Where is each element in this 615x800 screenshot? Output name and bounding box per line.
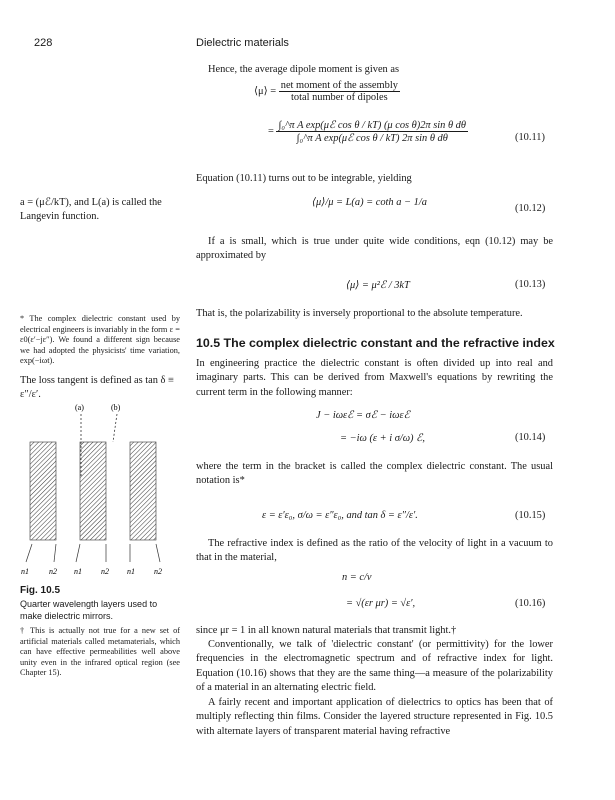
running-title: Dielectric materials bbox=[196, 37, 289, 49]
paragraph-conventionally: Conventionally, we talk of 'dielectric constant' (or permittivity) for the lower frequencies in the electromagnetic spectrum and of refractive index for light. Equation (10.16) shows that they are the same thing—a measure of the polarizability of a material in an alternating electric field. bbox=[196, 639, 553, 694]
equation-number: (10.12) bbox=[515, 203, 546, 214]
eq-fraction-numerator: net moment of the assembly bbox=[280, 80, 398, 91]
eq-integral-denominator: ∫₀^π A exp(μℰ cos θ / kT) 2π sin θ dθ bbox=[296, 133, 448, 144]
paragraph-engineering: In engineering practice the dielectric constant is often divided up into real and imaginary parts. This can be derived from Maxwell's equations by rewriting the current term in the following manner: bbox=[196, 358, 553, 398]
paragraph-intro: Hence, the average dipole moment is given as bbox=[208, 64, 400, 75]
paragraph-small-a: If a is small, which is true under quite wide conditions, eqn (10.12) may be approximated by bbox=[196, 236, 553, 262]
equation-10-11-line2: = $\frac{\text{∫₀\textasciicircum{}π A exp(μℰ cos θ / kT) (μ cos θ)2π sin θ dθ}}{\text{∫₀\textasciicircum{}π A exp(μℰ cos θ / kT) 2π sin θ dθ}}$ bbox=[268, 120, 466, 144]
layer-n2 bbox=[130, 442, 156, 540]
margin-note-langevin: a = (μℰ/kT), and L(a) is called the Langevin function. bbox=[20, 197, 162, 222]
layer-label: n1 bbox=[21, 567, 29, 576]
layer-label: n1 bbox=[74, 567, 82, 576]
eq-fraction-denominator: total number of dipoles bbox=[291, 92, 388, 103]
figure-caption-title: Fig. 10.5 bbox=[20, 585, 61, 596]
equation-10-16-line1: n = c/v bbox=[342, 572, 372, 583]
equation-10-14-line2: = −iω (ε + i σ/ω) ℰ, bbox=[340, 433, 425, 444]
equation-10-14-line1: J − iωεℰ = σℰ − iωεℰ bbox=[316, 410, 410, 421]
footnote-metamaterials: † This is actually not true for a new set of artificial materials called metamaterials, which can have effective permeabilities well above unity even in the infrared optical region (see Chapter 15). bbox=[20, 626, 180, 678]
equation-10-16-line2: = √(εr μr) = √ε′, bbox=[346, 598, 416, 609]
paragraph-refractive-index: The refractive index is defined as the ratio of the velocity of light in a vacuum to that in the material, bbox=[196, 538, 553, 564]
figure-10-5-diagram bbox=[10, 398, 185, 586]
layer-n2 bbox=[30, 442, 56, 540]
eq-integral-numerator: ∫₀^π A exp(μℰ cos θ / kT) (μ cos θ)2π sin θ dθ bbox=[278, 120, 466, 131]
footnote-complex-dielectric: * The complex dielectric constant used by electrical engineers is invariably in the form ε = ε0(ε′−jε″). We found a different sign because we had adopted the physicists' time variation, exp(−iωt). bbox=[20, 314, 180, 366]
equation-number: (10.16) bbox=[515, 598, 546, 609]
equation-number: (10.15) bbox=[515, 510, 546, 521]
paragraph-mu-r: since μr = 1 in all known natural materials that transmit light.† bbox=[196, 625, 457, 636]
layer-n2 bbox=[80, 442, 106, 540]
equation-10-12: ⟨μ⟩/μ = L(a) = coth a − 1/a bbox=[312, 197, 427, 208]
page-number: 228 bbox=[34, 37, 53, 49]
equation-10-11-line1: ⟨μ⟩ = $\frac{\text{net moment of the assembly}}{\text{total number of dipoles}}$ bbox=[254, 80, 398, 103]
equation-10-13: ⟨μ⟩ = μ²ℰ / 3kT bbox=[346, 280, 410, 291]
equation-10-15: ε = ε′ε₀, σ/ω = ε″ε₀, and tan δ = ε″/ε′. bbox=[262, 510, 418, 521]
equation-number: (10.11) bbox=[515, 132, 545, 143]
figure-label-a: (a) bbox=[75, 403, 84, 412]
equation-number: (10.13) bbox=[515, 279, 546, 290]
paragraph-polarizability: That is, the polarizability is inversely proportional to the absolute temperature. bbox=[196, 308, 523, 319]
paragraph-bracket: where the term in the bracket is called the complex dielectric constant. The usual notation is* bbox=[196, 461, 553, 487]
paragraph-integrable: Equation (10.11) turns out to be integrable, yielding bbox=[196, 173, 412, 184]
layer-label: n1 bbox=[127, 567, 135, 576]
layer-label: n2 bbox=[154, 567, 162, 576]
layer-label: n2 bbox=[49, 567, 57, 576]
paragraph-thin-films: A fairly recent and important application of dielectrics to optics has been that of multiply reflecting thin films. Consider the layered structure represented in Fig. 10.5 with alternate layers of transparent material having refractive bbox=[196, 697, 553, 737]
section-heading: 10.5 The complex dielectric constant and the refractive index bbox=[196, 336, 555, 350]
margin-note-loss-tangent: The loss tangent is defined as tan δ ≡ ε″/ε′. bbox=[20, 375, 174, 400]
figure-caption-text: Quarter wavelength layers used to make dielectric mirrors. bbox=[20, 599, 158, 621]
layer-label: n2 bbox=[101, 567, 109, 576]
equation-number: (10.14) bbox=[515, 432, 546, 443]
figure-label-b: (b) bbox=[111, 403, 121, 412]
